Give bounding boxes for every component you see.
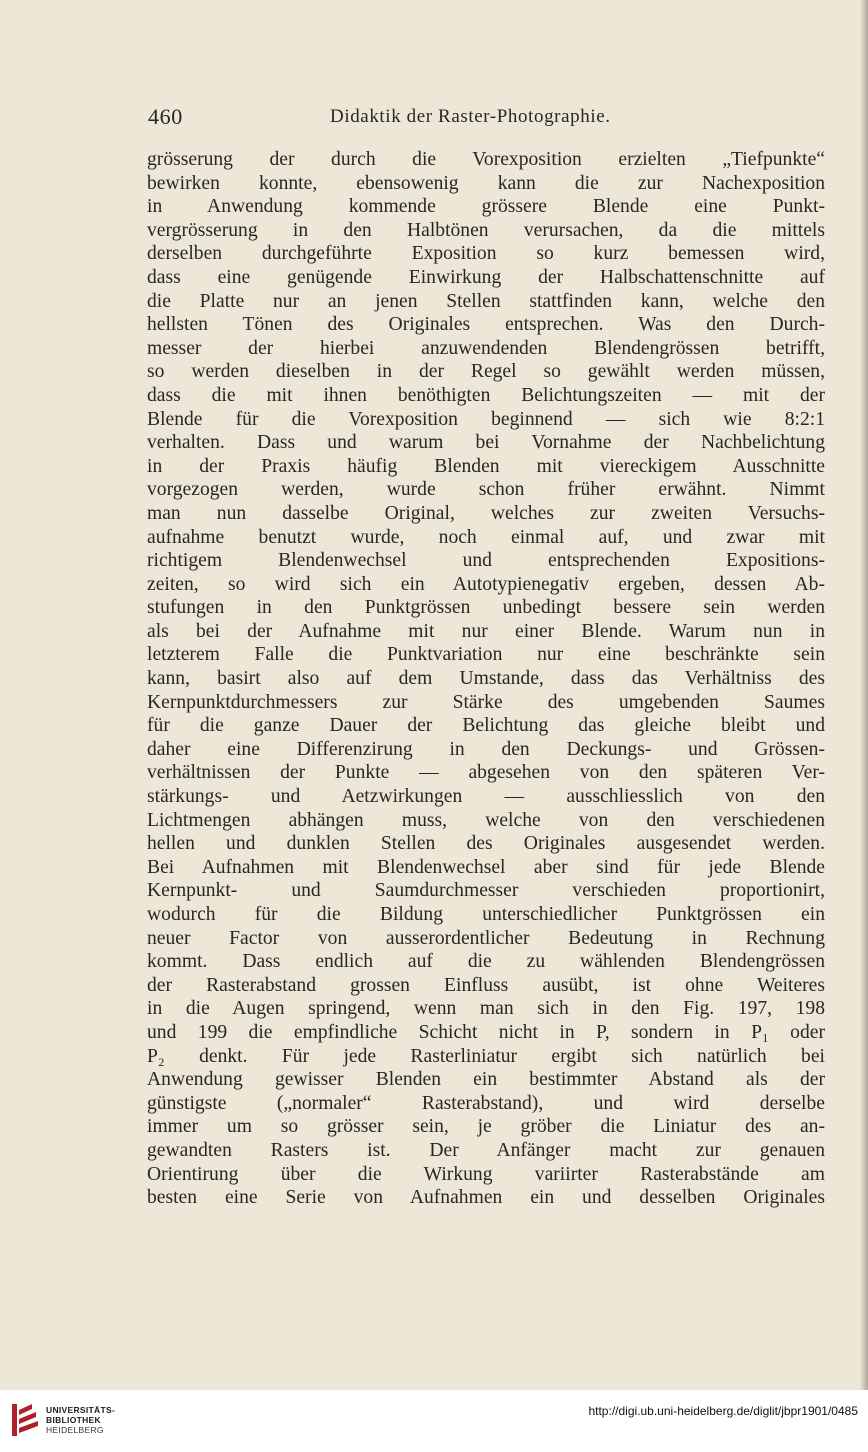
text-line: vergrösserung in den Halbtönen verursachen, da die mittels	[147, 219, 825, 241]
text-line: richtigem Blendenwechsel und entsprechenden Expositions-	[147, 550, 825, 572]
text-line: derselben durchgeführte Exposition so kurz bemessen wird,	[147, 243, 825, 265]
text-line: Kernpunkt- und Saumdurchmesser verschieden proportionirt,	[147, 880, 825, 902]
text-line: der Rasterabstand grossen Einfluss ausübt, ist ohne Weiteres	[147, 974, 825, 996]
text-line: bewirken konnte, ebensowenig kann die zur Nachexposition	[147, 172, 825, 194]
text-line: verhältnissen der Punkte — abgesehen von den späteren Ver-	[147, 762, 825, 784]
library-logo-text	[46, 1405, 115, 1435]
logo-line-1: UNIVERSITÄTS-	[46, 1405, 116, 1415]
text-line: hellsten Tönen des Originales entsprechen. Was den Durch-	[147, 314, 825, 336]
text-line: letzterem Falle die Punktvariation nur eine beschränkte sein	[147, 644, 825, 666]
text-line: grösserung der durch die Vorexposition erzielten „Tiefpunkte“	[147, 149, 825, 170]
text-line: Orientirung über die Wirkung variirter Rasterabstände am	[147, 1163, 825, 1185]
text-line: verhalten. Dass und warum bei Vornahme der Nachbelichtung	[147, 432, 825, 454]
text-line: vorgezogen werden, wurde schon früher erwähnt. Nimmt	[147, 479, 825, 501]
text-line: immer um so grösser sein, je gröber die Liniatur des an-	[147, 1116, 825, 1138]
page-number: 460	[148, 104, 183, 129]
text-line: Lichtmengen abhängen muss, welche von den verschiedenen	[147, 809, 825, 831]
text-line: zeiten, so wird sich ein Autotypienegativ ergeben, dessen Ab-	[147, 573, 825, 595]
viewer-footer	[0, 1390, 868, 1452]
text-line: kann, basirt also auf dem Umstande, dass das Verhältniss des	[147, 668, 825, 690]
text-line: für die ganze Dauer der Belichtung das gleiche bleibt und	[147, 715, 825, 737]
text-line: als bei der Aufnahme mit nur einer Blende. Warum nun in	[147, 620, 825, 642]
text-line: in die Augen springend, wenn man sich in den Fig. 197, 198	[147, 998, 825, 1020]
text-line: neuer Factor von ausserordentlicher Bedeutung in Rechnung	[147, 927, 825, 949]
running-head	[148, 104, 824, 134]
text-line: P₂ denkt. Für jede Rasterliniatur ergibt sich natürlich bei	[147, 1045, 825, 1067]
text-line: Kernpunktdurchmessers zur Stärke des umgebenden Saumes	[147, 691, 825, 713]
text-line: besten eine Serie von Aufnahmen ein und desselben Originales	[147, 1187, 825, 1209]
text-line: Anwendung gewisser Blenden ein bestimmter Abstand als der	[147, 1069, 825, 1091]
text-line: wodurch für die Bildung unterschiedlicher Punktgrössen ein	[147, 904, 825, 925]
text-line: günstigste („normaler“ Rasterabstand), und wird derselbe	[147, 1092, 825, 1114]
text-line: und 199 die empfindliche Schicht nicht in P, sondern in P₁ oder	[147, 1021, 825, 1043]
text-line: stärkungs- und Aetzwirkungen — ausschliesslich von den	[147, 786, 825, 808]
body-text	[147, 148, 825, 1210]
text-line: so werden dieselben in der Regel so gewählt werden müssen,	[147, 361, 825, 383]
text-line: in der Praxis häufig Blenden mit viereckigem Ausschnitte	[147, 455, 825, 477]
source-url-link[interactable]: http://digi.ub.uni-heidelberg.de/diglit/jbpr1901/0485	[588, 1404, 858, 1418]
text-line: man nun dasselbe Original, welches zur zweiten Versuchs-	[147, 502, 825, 524]
text-line: gewandten Rasters ist. Der Anfänger macht zur genauen	[147, 1139, 825, 1161]
text-line: daher eine Differenzirung in den Deckungs- und Grössen-	[147, 738, 825, 760]
text-line: Bei Aufnahmen mit Blendenwechsel aber sind für jede Blende	[147, 856, 825, 878]
text-line: Blende für die Vorexposition beginnend — sich wie 8:2:1	[147, 408, 825, 430]
text-line: die Platte nur an jenen Stellen stattfinden kann, welche den	[147, 290, 825, 312]
text-line: in Anwendung kommende grössere Blende eine Punkt-	[147, 196, 825, 218]
page-edge-shadow	[860, 0, 868, 1390]
text-line: stufungen in den Punktgrössen unbedingt bessere sein werden	[147, 597, 825, 619]
header-title: Didaktik der Raster-Photographie.	[330, 106, 611, 127]
logo-line-3: HEIDELBERG	[46, 1425, 104, 1435]
text-line: dass eine genügende Einwirkung der Halbschattenschnitte auf	[147, 266, 825, 288]
text-line: messer der hierbei anzuwendenden Blendengrössen betrifft,	[147, 337, 825, 359]
text-line: aufnahme benutzt wurde, noch einmal auf, und zwar mit	[147, 526, 825, 548]
library-logo-icon	[10, 1402, 40, 1438]
text-line: hellen und dunklen Stellen des Originales ausgesendet werden.	[147, 833, 825, 855]
text-line: kommt. Dass endlich auf die zu wählenden Blendengrössen	[147, 951, 825, 973]
text-line: dass die mit ihnen benöthigten Belichtungszeiten — mit der	[147, 384, 825, 406]
logo-line-2: BIBLIOTHEK	[46, 1415, 101, 1425]
